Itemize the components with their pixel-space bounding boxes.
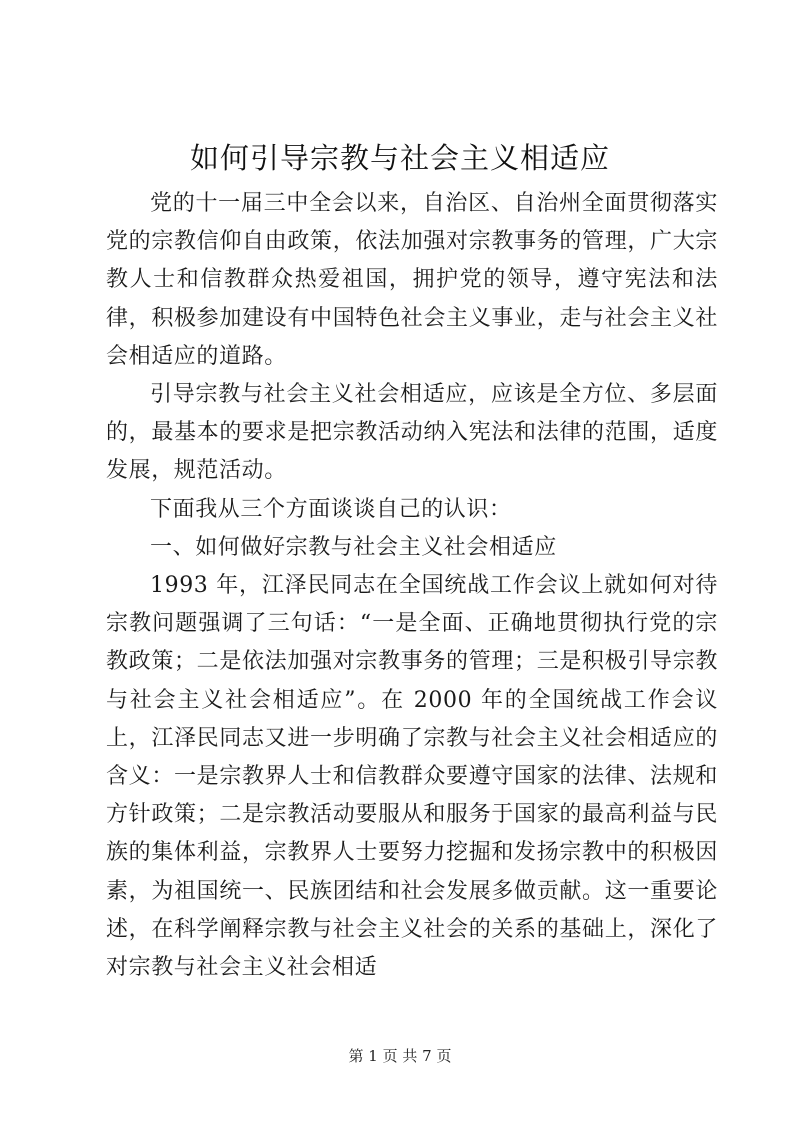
paragraph-intro: 党的十一届三中全会以来，自治区、自治州全面贯彻落实党的宗教信仰自由政策，依法加强对宗教事务的管理，广大宗教人士和信教群众热爱祖国，拥护党的领导，遵守宪法和法律，积极参加建设有中国特色社会主义事业，走与社会主义社会相适应的道路。 (106, 191, 718, 369)
paragraph-outline: 下面我从三个方面谈谈自己的认识： (150, 496, 512, 522)
section-heading-1: 一、如何做好宗教与社会主义社会相适应 (150, 534, 557, 560)
paragraph-guidance: 引导宗教与社会主义社会相适应，应该是全方位、多层面的，最基本的要求是把宗教活动纳入宪法和法律的范围，适度发展，规范活动。 (106, 382, 718, 484)
paragraph-history: 1993 年，江泽民同志在全国统战工作会议上就如何对待宗教问题强调了三句话：“一是全面、正确地贯彻执行党的宗教政策；二是依法加强对宗教事务的管理；三是积极引导宗教与社会主义社会相适应”。在 2000 年的全国统战工作会议上，江泽民同志又进一步明确了宗教与社会主义社会相适应的含义：一是宗教界人士和信教群众要遵守国家的法律、法规和方针政策；二是宗教活动要服从和服务于国家的最高利益与民族的集体利益，宗教界人士要努力挖掘和发扬宗教中的积极因素，为祖国统一、民族团结和社会发展多做贡献。这一重要论述，在科学阐释宗教与社会主义社会的关系的基础上，深化了对宗教与社会主义社会相适 (106, 573, 718, 981)
document-body (106, 185, 718, 987)
document-title: 如何引导宗教与社会主义相适应 (189, 141, 610, 175)
page-number-footer: 第 1 页 共 7 页 (348, 1047, 452, 1065)
